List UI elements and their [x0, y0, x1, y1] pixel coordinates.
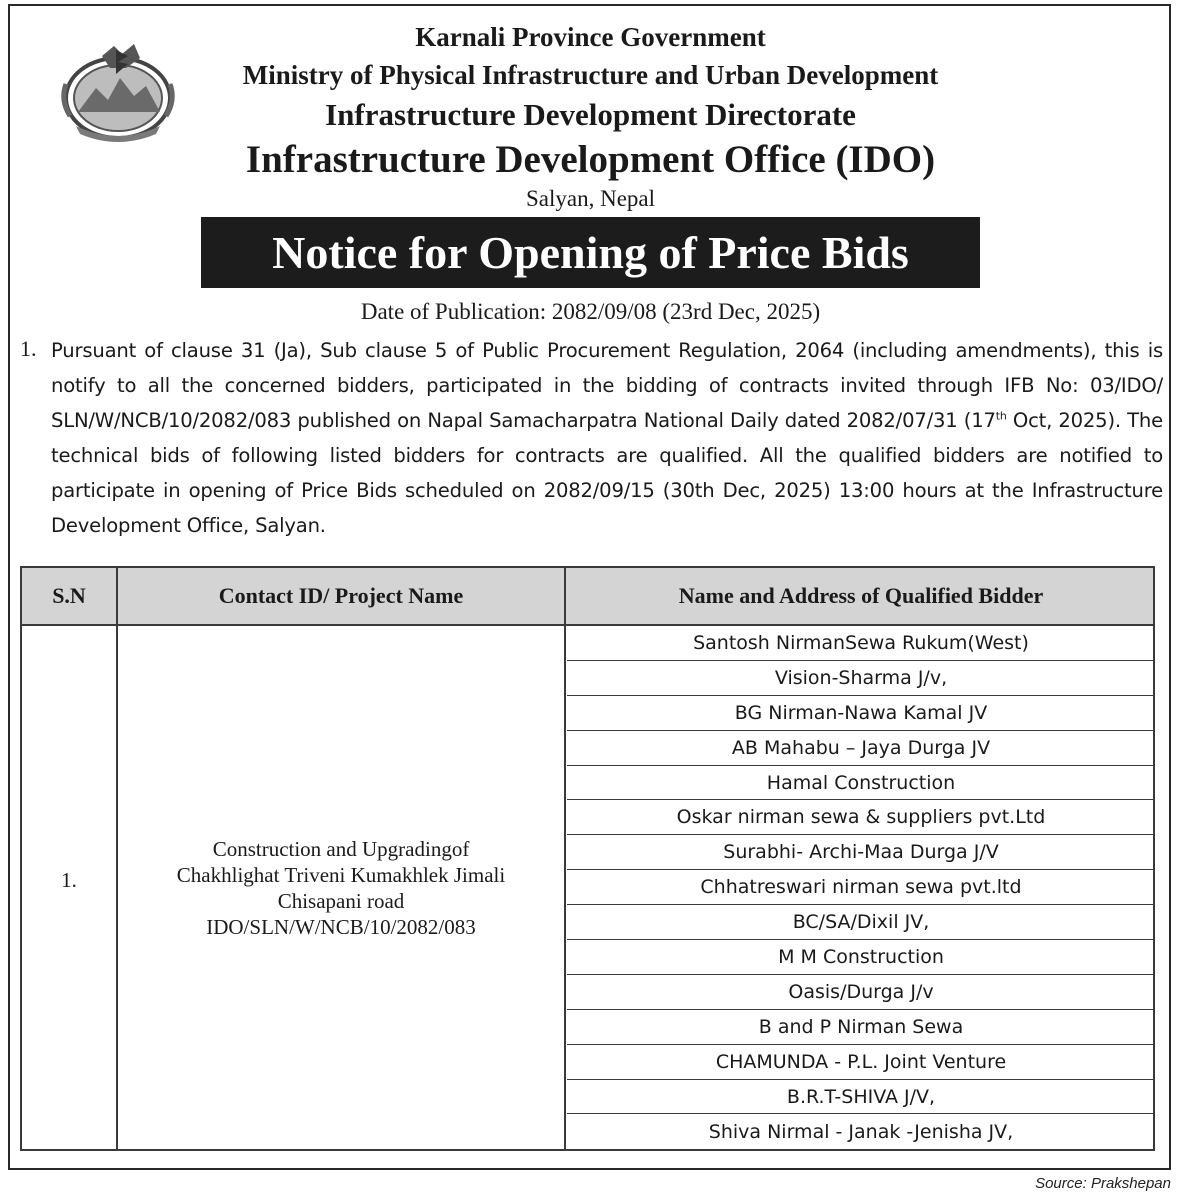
bidder-row: Chhatreswari nirman sewa pvt.ltd: [567, 870, 1155, 905]
bidder-row: B.R.T-SHIVA J/V,: [567, 1080, 1155, 1115]
header-project: Contact ID/ Project Name: [218, 583, 464, 608]
bidder-row: CHAMUNDA - P.L. Joint Venture: [567, 1045, 1155, 1080]
paragraph-text-part1: Pursuant of clause 31 (Ja), Sub clause 5 of Public Procurement Regulation, 2064 (including amendments), this is notify to all the concerned bidders, participated in the bidding of contracts invited through IFB No: 03/IDO/ SLN/W/NCB/10/2082/083 published on Napal Samacharpatra National Daily dated 2082/07/31 (17: [51, 339, 1163, 432]
bidder-row: Shiva Nirmal - Janak -Jenisha JV,: [708, 1120, 1014, 1143]
bidder-list: [567, 626, 1155, 1149]
notice-title: Notice for Opening of Price Bids: [201, 217, 980, 288]
bidder-row: Oasis/Durga J/v: [567, 975, 1155, 1010]
bidder-row: BG Nirman-Nawa Kamal JV: [567, 696, 1155, 731]
row-sn: 1.: [61, 868, 77, 892]
office-name: Infrastructure Development Office (IDO): [245, 138, 936, 181]
bidder-row: Vision-Sharma J/v,: [567, 661, 1155, 696]
bidder-row: Surabhi- Archi-Maa Durga J/V: [567, 835, 1155, 870]
project-line: Chakhlighat Triveni Kumakhlek Jimali: [176, 863, 506, 887]
paragraph-text-part2: Oct, 2025). The technical bids of following listed bidders for contracts are qualified. All the qualified bidders are notified to participate in opening of Price Bids scheduled on 2082/09/15 (30th Dec, 2025) 13:00 hours at the Infrastructure Development Office, Salyan.: [51, 409, 1163, 537]
bidder-row: BC/SA/Dixil JV,: [567, 905, 1155, 940]
province-name: Karnali Province Government: [415, 22, 766, 52]
header-bidder: Name and Address of Qualified Bidder: [678, 583, 1044, 608]
source-credit: Source: Prakshepan: [1035, 1175, 1171, 1192]
bidder-row: Santosh NirmanSewa Rukum(West): [567, 626, 1155, 661]
bidder-row: AB Mahabu – Jaya Durga JV: [567, 731, 1155, 766]
bidder-row: B and P Nirman Sewa: [567, 1010, 1155, 1045]
header-sn: S.N: [52, 583, 86, 608]
notice-paragraph: [51, 333, 1163, 543]
column-divider: [564, 568, 566, 1149]
directorate-name: Infrastructure Development Directorate: [325, 97, 856, 132]
qualified-bidders-table: [20, 566, 1155, 1151]
office-location: Salyan, Nepal: [525, 186, 655, 211]
ministry-name: Ministry of Physical Infrastructure and Urban Development: [242, 60, 939, 90]
project-line: Chisapani road: [277, 889, 405, 913]
project-line: Construction and Upgradingof: [212, 837, 470, 861]
bidder-row: Oskar nirman sewa & suppliers pvt.Ltd: [567, 800, 1155, 835]
paragraph-number: 1.: [20, 336, 37, 361]
project-cell: [118, 836, 564, 940]
bidder-row: Hamal Construction: [567, 766, 1155, 801]
publication-date: Date of Publication: 2082/09/08 (23rd Dec, 2025): [360, 299, 821, 324]
bidder-row: M M Construction: [567, 940, 1155, 975]
paragraph-superscript: th: [995, 409, 1007, 423]
contract-id: IDO/SLN/W/NCB/10/2082/083: [206, 915, 476, 939]
table-header-row: [22, 568, 1153, 626]
